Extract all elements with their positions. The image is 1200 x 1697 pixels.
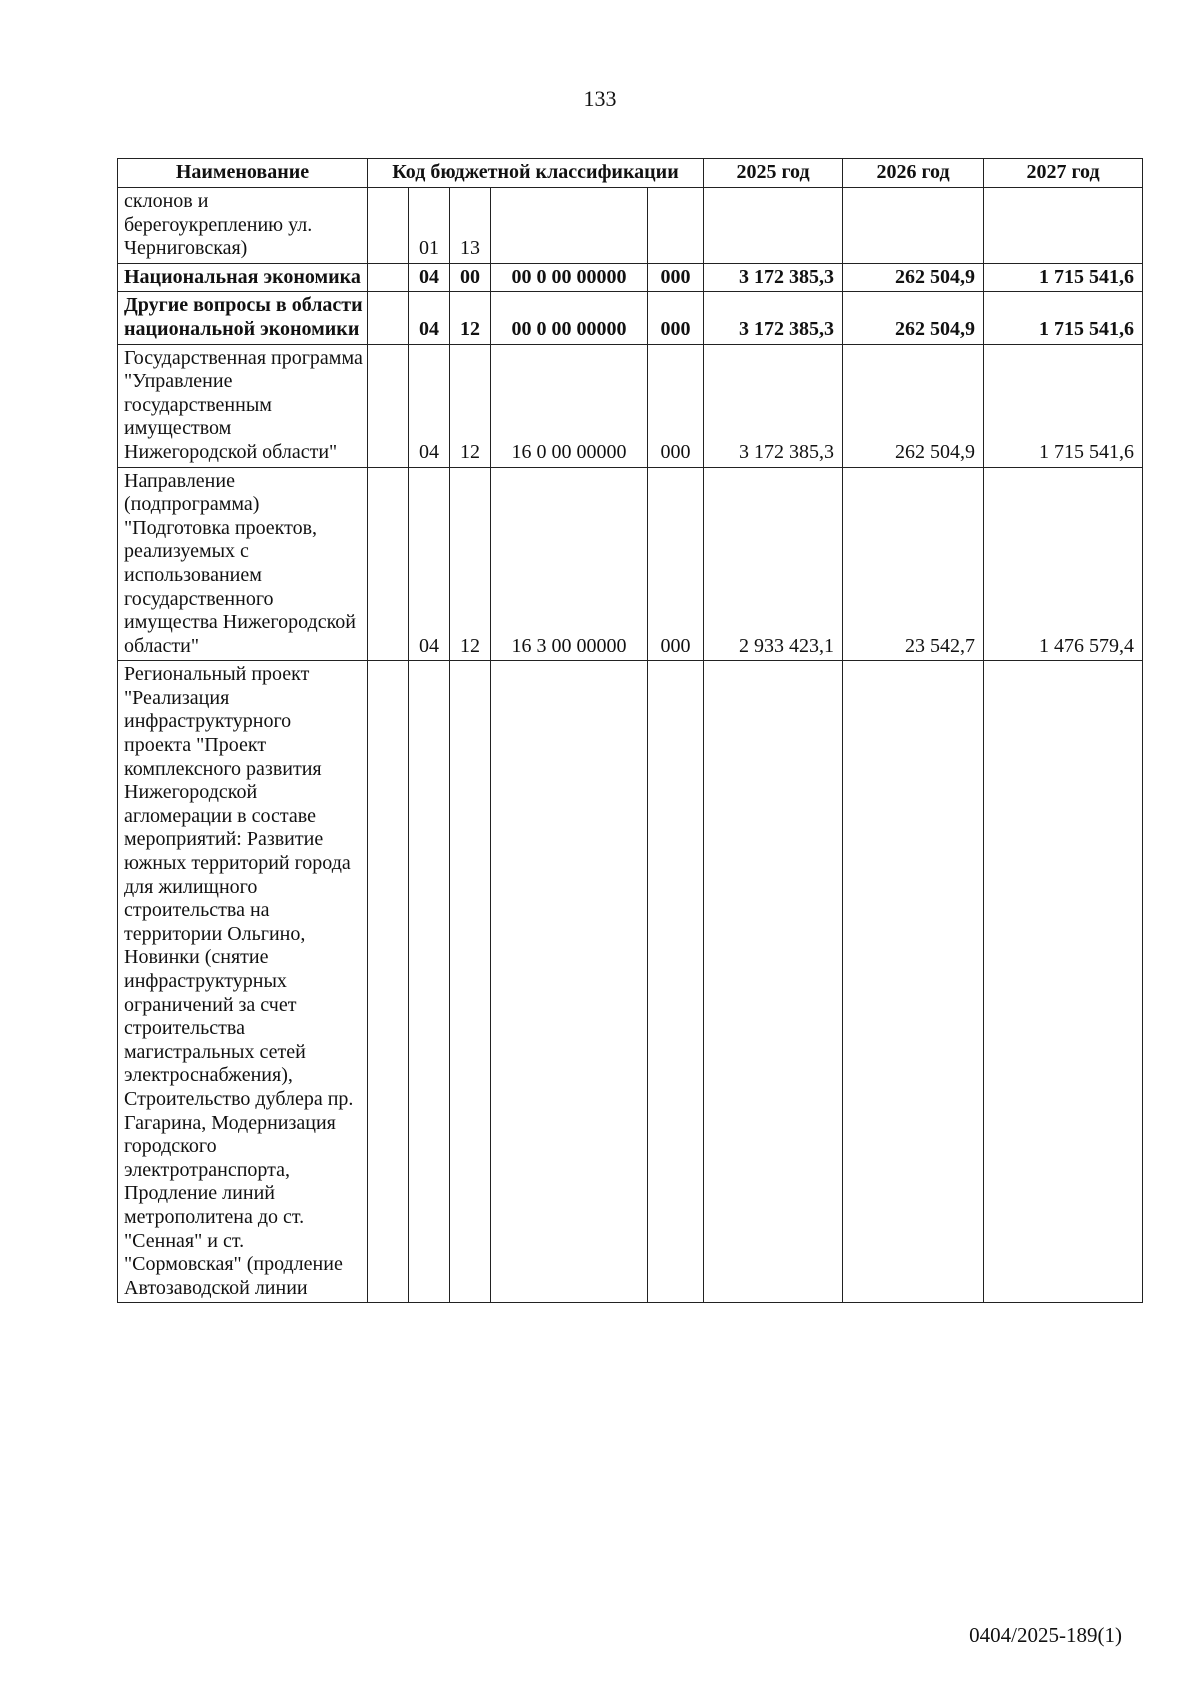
cell-expense-type: 000 bbox=[648, 292, 704, 344]
header-2026: 2026 год bbox=[843, 159, 984, 188]
cell-code-blank bbox=[368, 188, 409, 264]
budget-table bbox=[117, 158, 1143, 1303]
document-code: 0404/2025-189(1) bbox=[969, 1623, 1122, 1647]
cell-2026: 262 504,9 bbox=[843, 263, 984, 292]
table-row bbox=[118, 661, 1143, 1303]
cell-2027: 1 715 541,6 bbox=[984, 344, 1143, 467]
cell-section: 04 bbox=[409, 344, 450, 467]
cell-2026: 23 542,7 bbox=[843, 467, 984, 661]
cell-2025: 3 172 385,3 bbox=[704, 292, 843, 344]
cell-2025 bbox=[704, 188, 843, 264]
cell-expense-type: 000 bbox=[648, 344, 704, 467]
cell-target-article bbox=[491, 661, 648, 1303]
cell-expense-type: 000 bbox=[648, 263, 704, 292]
cell-code-blank bbox=[368, 467, 409, 661]
cell-2027 bbox=[984, 188, 1143, 264]
cell-code-blank bbox=[368, 292, 409, 344]
cell-name: Национальная экономика bbox=[118, 263, 368, 292]
cell-name: Региональный проект "Реализация инфраструктурного проекта "Проект комплексного развития Нижегородской агломерации в составе мероприятий: Развитие южных территорий города для жилищного строительства на территории Ольгино, Новинки (снятие инфраструктурных ограничений за счет строительства магистральных сетей электроснабжения), Строительство дублера пр. Гагарина, Модернизация городского электротранспорта, Продление линий метрополитена до ст. "Сенная" и ст. "Сормовская" (продление Автозаводской линии bbox=[118, 661, 368, 1303]
table-row bbox=[118, 188, 1143, 264]
cell-2027: 1 476 579,4 bbox=[984, 467, 1143, 661]
cell-target-article: 00 0 00 00000 bbox=[491, 263, 648, 292]
cell-subsection: 12 bbox=[450, 344, 491, 467]
cell-expense-type: 000 bbox=[648, 467, 704, 661]
cell-name: Направление (подпрограмма) "Подготовка проектов, реализуемых с использованием государственного имущества Нижегородской области" bbox=[118, 467, 368, 661]
cell-target-article bbox=[491, 188, 648, 264]
cell-2025: 3 172 385,3 bbox=[704, 344, 843, 467]
cell-name: Другие вопросы в области национальной экономики bbox=[118, 292, 368, 344]
cell-subsection bbox=[450, 661, 491, 1303]
table-body bbox=[118, 188, 1143, 1303]
cell-2027: 1 715 541,6 bbox=[984, 292, 1143, 344]
cell-2025 bbox=[704, 661, 843, 1303]
cell-section bbox=[409, 661, 450, 1303]
header-budget-code: Код бюджетной классификации bbox=[368, 159, 704, 188]
cell-target-article: 16 3 00 00000 bbox=[491, 467, 648, 661]
table-row bbox=[118, 263, 1143, 292]
cell-target-article: 00 0 00 00000 bbox=[491, 292, 648, 344]
cell-section: 01 bbox=[409, 188, 450, 264]
cell-2025: 3 172 385,3 bbox=[704, 263, 843, 292]
header-name: Наименование bbox=[118, 159, 368, 188]
cell-2027 bbox=[984, 661, 1143, 1303]
cell-subsection: 12 bbox=[450, 292, 491, 344]
cell-2026 bbox=[843, 188, 984, 264]
cell-subsection: 12 bbox=[450, 467, 491, 661]
cell-2025: 2 933 423,1 bbox=[704, 467, 843, 661]
cell-2026: 262 504,9 bbox=[843, 292, 984, 344]
table-header-row bbox=[118, 159, 1143, 188]
table-row bbox=[118, 467, 1143, 661]
cell-section: 04 bbox=[409, 467, 450, 661]
cell-name: склонов и берегоукреплению ул. Черниговская) bbox=[118, 188, 368, 264]
cell-target-article: 16 0 00 00000 bbox=[491, 344, 648, 467]
table-row bbox=[118, 292, 1143, 344]
cell-2026 bbox=[843, 661, 984, 1303]
cell-subsection: 00 bbox=[450, 263, 491, 292]
cell-code-blank bbox=[368, 661, 409, 1303]
header-2027: 2027 год bbox=[984, 159, 1143, 188]
cell-2026: 262 504,9 bbox=[843, 344, 984, 467]
header-2025: 2025 год bbox=[704, 159, 843, 188]
cell-expense-type bbox=[648, 661, 704, 1303]
cell-subsection: 13 bbox=[450, 188, 491, 264]
cell-section: 04 bbox=[409, 263, 450, 292]
cell-name: Государственная программа "Управление государственным имуществом Нижегородской области" bbox=[118, 344, 368, 467]
cell-section: 04 bbox=[409, 292, 450, 344]
page-number: 133 bbox=[583, 86, 617, 111]
cell-code-blank bbox=[368, 344, 409, 467]
table-row bbox=[118, 344, 1143, 467]
cell-expense-type bbox=[648, 188, 704, 264]
cell-code-blank bbox=[368, 263, 409, 292]
cell-2027: 1 715 541,6 bbox=[984, 263, 1143, 292]
